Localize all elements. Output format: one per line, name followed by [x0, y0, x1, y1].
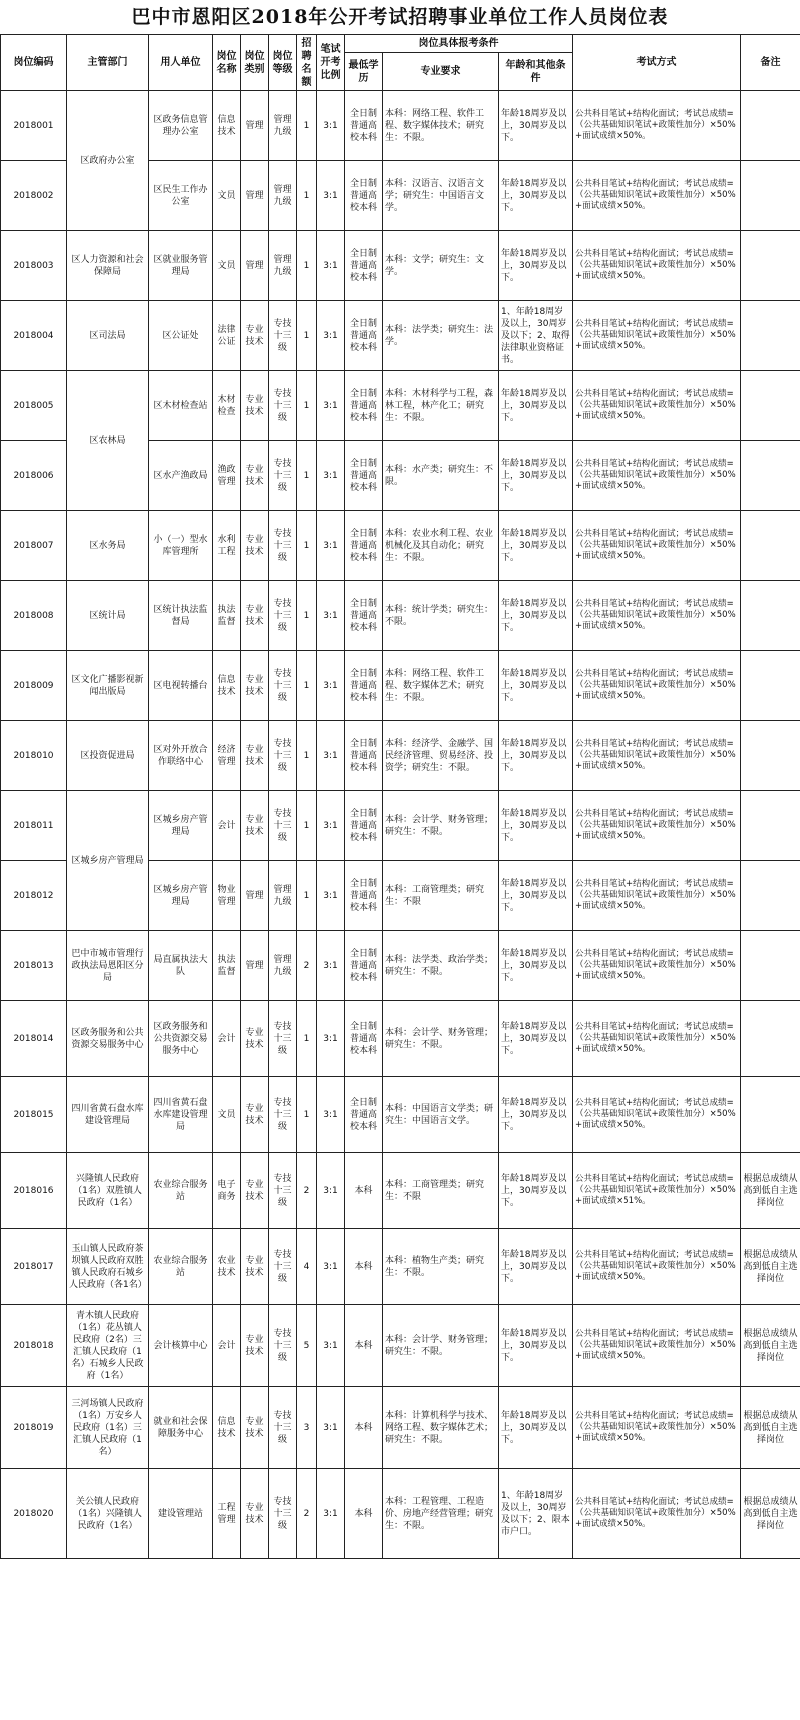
position-category: 专业技术	[241, 1387, 269, 1469]
major-requirement: 本科：木材科学与工程，森林工程，林产化工；研究生：不限。	[383, 371, 499, 441]
exam-method: 公共科目笔试+结构化面试；考试总成绩=（公共基础知识笔试+政策性加分）×50%+面试成绩×50%。	[573, 91, 741, 161]
position-grade: 专技十三级	[269, 1001, 297, 1077]
position-category: 专业技术	[241, 1469, 269, 1559]
exam-ratio: 3:1	[317, 441, 345, 511]
position-code: 2018018	[1, 1305, 67, 1387]
position-name: 执法监督	[213, 581, 241, 651]
position-grade: 专技十三级	[269, 581, 297, 651]
exam-method: 公共科目笔试+结构化面试；考试总成绩=（公共基础知识笔试+政策性加分）×50%+面试成绩×50%。	[573, 791, 741, 861]
position-grade: 管理九级	[269, 91, 297, 161]
employer-unit: 区城乡房产管理局	[149, 791, 213, 861]
position-category: 管理	[241, 161, 269, 231]
major-requirement: 本科：会计学、财务管理；研究生：不限。	[383, 1001, 499, 1077]
exam-ratio: 3:1	[317, 301, 345, 371]
age-condition: 1、年龄18周岁及以上，30周岁及以下；2、限本市户口。	[499, 1469, 573, 1559]
position-name: 物业管理	[213, 861, 241, 931]
remark	[741, 861, 800, 931]
quota: 1	[297, 791, 317, 861]
quota: 2	[297, 1153, 317, 1229]
position-code: 2018002	[1, 161, 67, 231]
remark	[741, 721, 800, 791]
major-requirement: 本科：经济学、金融学、国民经济管理、贸易经济、投资学；研究生：不限。	[383, 721, 499, 791]
quota: 4	[297, 1229, 317, 1305]
age-condition: 年龄18周岁及以上，30周岁及以下。	[499, 1153, 573, 1229]
employer-unit: 会计核算中心	[149, 1305, 213, 1387]
remark	[741, 581, 800, 651]
major-requirement: 本科：植物生产类；研究生：不限。	[383, 1229, 499, 1305]
min-education: 本科	[345, 1469, 383, 1559]
table-row	[1, 1077, 800, 1153]
quota: 5	[297, 1305, 317, 1387]
position-code: 2018016	[1, 1153, 67, 1229]
header-name: 岗位名称	[213, 35, 241, 91]
position-code: 2018015	[1, 1077, 67, 1153]
major-requirement: 本科：工程管理、工程造价、房地产经营管理；研究生：不限。	[383, 1469, 499, 1559]
position-name: 信息技术	[213, 651, 241, 721]
department: 区政府办公室	[67, 91, 149, 231]
exam-ratio: 3:1	[317, 91, 345, 161]
min-education: 全日制普通高校本科	[345, 511, 383, 581]
position-grade: 专技十三级	[269, 441, 297, 511]
min-education: 全日制普通高校本科	[345, 441, 383, 511]
quota: 1	[297, 161, 317, 231]
department: 关公镇人民政府（1名）兴隆镇人民政府（1名）	[67, 1469, 149, 1559]
age-condition: 年龄18周岁及以上，30周岁及以下。	[499, 1387, 573, 1469]
major-requirement: 本科：工商管理类；研究生：不限	[383, 861, 499, 931]
quota: 1	[297, 441, 317, 511]
department: 区投资促进局	[67, 721, 149, 791]
department: 区统计局	[67, 581, 149, 651]
remark	[741, 441, 800, 511]
position-code: 2018010	[1, 721, 67, 791]
exam-method: 公共科目笔试+结构化面试；考试总成绩=（公共基础知识笔试+政策性加分）×50%+面试成绩×50%。	[573, 1077, 741, 1153]
remark	[741, 91, 800, 161]
exam-method: 公共科目笔试+结构化面试；考试总成绩=（公共基础知识笔试+政策性加分）×50%+面试成绩×50%。	[573, 721, 741, 791]
quota: 1	[297, 301, 317, 371]
age-condition: 年龄18周岁及以上，30周岁及以下。	[499, 231, 573, 301]
position-category: 专业技术	[241, 511, 269, 581]
major-requirement: 本科：会计学、财务管理；研究生：不限。	[383, 1305, 499, 1387]
department: 四川省黄石盘水库建设管理局	[67, 1077, 149, 1153]
min-education: 全日制普通高校本科	[345, 651, 383, 721]
exam-method: 公共科目笔试+结构化面试；考试总成绩=（公共基础知识笔试+政策性加分）×50%+面试成绩×50%。	[573, 1469, 741, 1559]
employer-unit: 小（一）型水库管理所	[149, 511, 213, 581]
exam-method: 公共科目笔试+结构化面试；考试总成绩=（公共基础知识笔试+政策性加分）×50%+面试成绩×51%。	[573, 1153, 741, 1229]
min-education: 全日制普通高校本科	[345, 91, 383, 161]
table-row	[1, 721, 800, 791]
department: 区人力资源和社会保障局	[67, 231, 149, 301]
position-grade: 专技十三级	[269, 1469, 297, 1559]
remark	[741, 1001, 800, 1077]
quota: 3	[297, 1387, 317, 1469]
quota: 1	[297, 721, 317, 791]
exam-ratio: 3:1	[317, 161, 345, 231]
quota: 1	[297, 511, 317, 581]
age-condition: 年龄18周岁及以上，30周岁及以下。	[499, 931, 573, 1001]
position-grade: 管理九级	[269, 931, 297, 1001]
employer-unit: 农业综合服务站	[149, 1153, 213, 1229]
remark: 根据总成绩从高到低自主选择岗位	[741, 1153, 800, 1229]
header-dept: 主管部门	[67, 35, 149, 91]
position-grade: 管理九级	[269, 161, 297, 231]
min-education: 本科	[345, 1387, 383, 1469]
table-row	[1, 1305, 800, 1387]
major-requirement: 本科：计算机科学与技术、网络工程、数字媒体艺术；研究生：不限。	[383, 1387, 499, 1469]
quota: 1	[297, 1001, 317, 1077]
employer-unit: 区公证处	[149, 301, 213, 371]
exam-ratio: 3:1	[317, 1077, 345, 1153]
department: 区政务服务和公共资源交易服务中心	[67, 1001, 149, 1077]
remark: 根据总成绩从高到低自主选择岗位	[741, 1229, 800, 1305]
age-condition: 1、年龄18周岁及以上，30周岁及以下；2、取得法律职业资格证书。	[499, 301, 573, 371]
min-education: 本科	[345, 1153, 383, 1229]
exam-method: 公共科目笔试+结构化面试；考试总成绩=（公共基础知识笔试+政策性加分）×50%+面试成绩×50%。	[573, 861, 741, 931]
position-category: 专业技术	[241, 1229, 269, 1305]
employer-unit: 四川省黄石盘水库建设管理局	[149, 1077, 213, 1153]
age-condition: 年龄18周岁及以上，30周岁及以下。	[499, 441, 573, 511]
department: 区水务局	[67, 511, 149, 581]
position-category: 专业技术	[241, 371, 269, 441]
exam-method: 公共科目笔试+结构化面试；考试总成绩=（公共基础知识笔试+政策性加分）×50%+面试成绩×50%。	[573, 931, 741, 1001]
major-requirement: 本科：文学；研究生：文学。	[383, 231, 499, 301]
employer-unit: 区政务信息管理办公室	[149, 91, 213, 161]
position-grade: 管理九级	[269, 231, 297, 301]
major-requirement: 本科：工商管理类；研究生：不限	[383, 1153, 499, 1229]
header-exam: 考试方式	[573, 35, 741, 91]
table-row	[1, 511, 800, 581]
position-category: 专业技术	[241, 791, 269, 861]
department: 三河场镇人民政府（1名）万安乡人民政府（1名）三汇镇人民政府（1名）	[67, 1387, 149, 1469]
major-requirement: 本科：中国语言文学类；研究生：中国语言文学。	[383, 1077, 499, 1153]
remark: 根据总成绩从高到低自主选择岗位	[741, 1305, 800, 1387]
exam-ratio: 3:1	[317, 721, 345, 791]
position-name: 电子商务	[213, 1153, 241, 1229]
department: 区文化广播影视新闻出版局	[67, 651, 149, 721]
position-category: 专业技术	[241, 1305, 269, 1387]
department: 青木镇人民政府（1名）花丛镇人民政府（2名）三汇镇人民政府（1名）石城乡人民政府（1名）	[67, 1305, 149, 1387]
remark	[741, 931, 800, 1001]
position-name: 木材检查	[213, 371, 241, 441]
min-education: 全日制普通高校本科	[345, 721, 383, 791]
quota: 1	[297, 581, 317, 651]
exam-ratio: 3:1	[317, 511, 345, 581]
position-name: 执法监督	[213, 931, 241, 1001]
remark	[741, 511, 800, 581]
age-condition: 年龄18周岁及以上，30周岁及以下。	[499, 91, 573, 161]
major-requirement: 本科：统计学类；研究生：不限。	[383, 581, 499, 651]
min-education: 全日制普通高校本科	[345, 1001, 383, 1077]
quota: 1	[297, 371, 317, 441]
min-education: 本科	[345, 1305, 383, 1387]
age-condition: 年龄18周岁及以上，30周岁及以下。	[499, 581, 573, 651]
exam-method: 公共科目笔试+结构化面试；考试总成绩=（公共基础知识笔试+政策性加分）×50%+面试成绩×50%。	[573, 161, 741, 231]
employer-unit: 就业和社会保障服务中心	[149, 1387, 213, 1469]
min-education: 全日制普通高校本科	[345, 161, 383, 231]
position-category: 专业技术	[241, 301, 269, 371]
age-condition: 年龄18周岁及以上，30周岁及以下。	[499, 511, 573, 581]
header-conditions: 岗位具体报考条件	[345, 35, 573, 53]
position-name: 文员	[213, 1077, 241, 1153]
remark	[741, 161, 800, 231]
position-category: 专业技术	[241, 1077, 269, 1153]
position-code: 2018014	[1, 1001, 67, 1077]
header-unit: 用人单位	[149, 35, 213, 91]
exam-method: 公共科目笔试+结构化面试；考试总成绩=（公共基础知识笔试+政策性加分）×50%+面试成绩×50%。	[573, 441, 741, 511]
page-title: 巴中市恩阳区2018年公开考试招聘事业单位工作人员岗位表	[131, 6, 669, 28]
employer-unit: 区水产渔政局	[149, 441, 213, 511]
quota: 2	[297, 931, 317, 1001]
remark	[741, 651, 800, 721]
min-education: 全日制普通高校本科	[345, 301, 383, 371]
table-row	[1, 1001, 800, 1077]
position-name: 信息技术	[213, 1387, 241, 1469]
remark: 根据总成绩从高到低自主选择岗位	[741, 1469, 800, 1559]
position-grade: 专技十三级	[269, 721, 297, 791]
position-name: 渔政管理	[213, 441, 241, 511]
position-name: 法律公证	[213, 301, 241, 371]
exam-method: 公共科目笔试+结构化面试；考试总成绩=（公共基础知识笔试+政策性加分）×50%+面试成绩×50%。	[573, 231, 741, 301]
major-requirement: 本科：会计学、财务管理；研究生：不限。	[383, 791, 499, 861]
min-education: 全日制普通高校本科	[345, 371, 383, 441]
table-row	[1, 91, 800, 161]
position-grade: 专技十三级	[269, 371, 297, 441]
age-condition: 年龄18周岁及以上，30周岁及以下。	[499, 371, 573, 441]
position-name: 会计	[213, 1305, 241, 1387]
quota: 1	[297, 1077, 317, 1153]
position-grade: 专技十三级	[269, 791, 297, 861]
employer-unit: 区政务服务和公共资源交易服务中心	[149, 1001, 213, 1077]
header-cat: 岗位类别	[241, 35, 269, 91]
position-code: 2018007	[1, 511, 67, 581]
department: 区司法局	[67, 301, 149, 371]
exam-ratio: 3:1	[317, 651, 345, 721]
employer-unit: 区民生工作办公室	[149, 161, 213, 231]
department: 区农林局	[67, 371, 149, 511]
min-education: 全日制普通高校本科	[345, 931, 383, 1001]
min-education: 全日制普通高校本科	[345, 231, 383, 301]
header-code: 岗位编码	[1, 35, 67, 91]
remark	[741, 301, 800, 371]
exam-method: 公共科目笔试+结构化面试；考试总成绩=（公共基础知识笔试+政策性加分）×50%+面试成绩×50%。	[573, 1387, 741, 1469]
table-row	[1, 791, 800, 861]
major-requirement: 本科：网络工程、软件工程、数字媒体艺术；研究生：不限。	[383, 651, 499, 721]
position-grade: 专技十三级	[269, 511, 297, 581]
position-grade: 专技十三级	[269, 1229, 297, 1305]
quota: 1	[297, 651, 317, 721]
table-row	[1, 581, 800, 651]
position-grade: 专技十三级	[269, 651, 297, 721]
table-row	[1, 1469, 800, 1559]
min-education: 全日制普通高校本科	[345, 1077, 383, 1153]
exam-ratio: 3:1	[317, 1387, 345, 1469]
position-name: 农业技术	[213, 1229, 241, 1305]
position-category: 专业技术	[241, 581, 269, 651]
header-edu: 最低学历	[345, 53, 383, 91]
position-category: 管理	[241, 91, 269, 161]
department: 兴隆镇人民政府（1名）双胜镇人民政府（1名）	[67, 1153, 149, 1229]
position-name: 文员	[213, 231, 241, 301]
exam-ratio: 3:1	[317, 231, 345, 301]
department: 玉山镇人民政府茶坝镇人民政府双胜镇人民政府石城乡人民政府（各1名）	[67, 1229, 149, 1305]
exam-method: 公共科目笔试+结构化面试；考试总成绩=（公共基础知识笔试+政策性加分）×50%+面试成绩×50%。	[573, 651, 741, 721]
age-condition: 年龄18周岁及以上，30周岁及以下。	[499, 1305, 573, 1387]
remark	[741, 371, 800, 441]
exam-method: 公共科目笔试+结构化面试；考试总成绩=（公共基础知识笔试+政策性加分）×50%+面试成绩×50%。	[573, 1229, 741, 1305]
exam-ratio: 3:1	[317, 861, 345, 931]
position-name: 会计	[213, 791, 241, 861]
age-condition: 年龄18周岁及以上，30周岁及以下。	[499, 1077, 573, 1153]
position-category: 管理	[241, 861, 269, 931]
table-row	[1, 1387, 800, 1469]
age-condition: 年龄18周岁及以上，30周岁及以下。	[499, 1001, 573, 1077]
quota: 1	[297, 861, 317, 931]
position-code: 2018008	[1, 581, 67, 651]
table-row	[1, 651, 800, 721]
department: 区城乡房产管理局	[67, 791, 149, 931]
employer-unit: 建设管理站	[149, 1469, 213, 1559]
position-category: 专业技术	[241, 721, 269, 791]
position-name: 工程管理	[213, 1469, 241, 1559]
age-condition: 年龄18周岁及以上，30周岁及以下。	[499, 651, 573, 721]
remark	[741, 791, 800, 861]
header-note: 备注	[741, 35, 800, 91]
exam-ratio: 3:1	[317, 1229, 345, 1305]
remark: 根据总成绩从高到低自主选择岗位	[741, 1387, 800, 1469]
major-requirement: 本科：网络工程、软件工程、数字媒体技术；研究生：不限。	[383, 91, 499, 161]
position-name: 经济管理	[213, 721, 241, 791]
position-name: 文员	[213, 161, 241, 231]
exam-method: 公共科目笔试+结构化面试；考试总成绩=（公共基础知识笔试+政策性加分）×50%+面试成绩×50%。	[573, 371, 741, 441]
position-name: 会计	[213, 1001, 241, 1077]
employer-unit: 区电视转播台	[149, 651, 213, 721]
position-category: 专业技术	[241, 1001, 269, 1077]
position-grade: 管理九级	[269, 861, 297, 931]
position-grade: 专技十三级	[269, 1077, 297, 1153]
major-requirement: 本科：法学类、政治学类；研究生：不限。	[383, 931, 499, 1001]
position-category: 管理	[241, 231, 269, 301]
position-code: 2018009	[1, 651, 67, 721]
remark	[741, 1077, 800, 1153]
job-table-body	[1, 91, 800, 1559]
position-grade: 专技十三级	[269, 1305, 297, 1387]
position-code: 2018013	[1, 931, 67, 1001]
exam-ratio: 3:1	[317, 1305, 345, 1387]
table-row	[1, 1153, 800, 1229]
employer-unit: 局直属执法大队	[149, 931, 213, 1001]
position-code: 2018004	[1, 301, 67, 371]
employer-unit: 区木材检查站	[149, 371, 213, 441]
position-code: 2018001	[1, 91, 67, 161]
header-ratio: 笔试开考比例	[317, 35, 345, 91]
table-row	[1, 301, 800, 371]
exam-method: 公共科目笔试+结构化面试；考试总成绩=（公共基础知识笔试+政策性加分）×50%+面试成绩×50%。	[573, 1305, 741, 1387]
min-education: 全日制普通高校本科	[345, 581, 383, 651]
position-name: 信息技术	[213, 91, 241, 161]
exam-ratio: 3:1	[317, 581, 345, 651]
major-requirement: 本科：农业水利工程、农业机械化及其自动化；研究生：不限。	[383, 511, 499, 581]
table-row	[1, 931, 800, 1001]
min-education: 本科	[345, 1229, 383, 1305]
major-requirement: 本科：汉语言、汉语言文学；研究生：中国语言文学。	[383, 161, 499, 231]
age-condition: 年龄18周岁及以上，30周岁及以下。	[499, 161, 573, 231]
exam-ratio: 3:1	[317, 791, 345, 861]
table-row	[1, 231, 800, 301]
position-category: 管理	[241, 931, 269, 1001]
position-code: 2018019	[1, 1387, 67, 1469]
table-row	[1, 1229, 800, 1305]
age-condition: 年龄18周岁及以上，30周岁及以下。	[499, 791, 573, 861]
header-major: 专业要求	[383, 53, 499, 91]
position-grade: 专技十三级	[269, 1153, 297, 1229]
employer-unit: 区统计执法监督局	[149, 581, 213, 651]
header-quota: 招聘名额	[297, 35, 317, 91]
position-code: 2018012	[1, 861, 67, 931]
major-requirement: 本科：法学类；研究生：法学。	[383, 301, 499, 371]
position-code: 2018011	[1, 791, 67, 861]
remark	[741, 231, 800, 301]
employer-unit: 区对外开放合作联络中心	[149, 721, 213, 791]
age-condition: 年龄18周岁及以上，30周岁及以下。	[499, 1229, 573, 1305]
position-grade: 专技十三级	[269, 301, 297, 371]
exam-method: 公共科目笔试+结构化面试；考试总成绩=（公共基础知识笔试+政策性加分）×50%+面试成绩×50%。	[573, 511, 741, 581]
exam-ratio: 3:1	[317, 1153, 345, 1229]
exam-ratio: 3:1	[317, 1469, 345, 1559]
employer-unit: 农业综合服务站	[149, 1229, 213, 1305]
table-row	[1, 371, 800, 441]
position-code: 2018020	[1, 1469, 67, 1559]
position-category: 专业技术	[241, 1153, 269, 1229]
department: 巴中市城市管理行政执法局恩阳区分局	[67, 931, 149, 1001]
header-age: 年龄和其他条件	[499, 53, 573, 91]
position-name: 水利工程	[213, 511, 241, 581]
quota: 2	[297, 1469, 317, 1559]
position-category: 专业技术	[241, 441, 269, 511]
employer-unit: 区城乡房产管理局	[149, 861, 213, 931]
position-category: 专业技术	[241, 651, 269, 721]
quota: 1	[297, 231, 317, 301]
header-grade: 岗位等级	[269, 35, 297, 91]
employer-unit: 区就业服务管理局	[149, 231, 213, 301]
age-condition: 年龄18周岁及以上，30周岁及以下。	[499, 861, 573, 931]
major-requirement: 本科：水产类；研究生：不限。	[383, 441, 499, 511]
position-grade: 专技十三级	[269, 1387, 297, 1469]
exam-method: 公共科目笔试+结构化面试；考试总成绩=（公共基础知识笔试+政策性加分）×50%+面试成绩×50%。	[573, 1001, 741, 1077]
min-education: 全日制普通高校本科	[345, 861, 383, 931]
position-code: 2018005	[1, 371, 67, 441]
exam-ratio: 3:1	[317, 931, 345, 1001]
position-code: 2018006	[1, 441, 67, 511]
min-education: 全日制普通高校本科	[345, 791, 383, 861]
age-condition: 年龄18周岁及以上，30周岁及以下。	[499, 721, 573, 791]
exam-method: 公共科目笔试+结构化面试；考试总成绩=（公共基础知识笔试+政策性加分）×50%+面试成绩×50%。	[573, 301, 741, 371]
exam-method: 公共科目笔试+结构化面试；考试总成绩=（公共基础知识笔试+政策性加分）×50%+面试成绩×50%。	[573, 581, 741, 651]
position-code: 2018017	[1, 1229, 67, 1305]
exam-ratio: 3:1	[317, 1001, 345, 1077]
job-table	[0, 34, 800, 1559]
quota: 1	[297, 91, 317, 161]
exam-ratio: 3:1	[317, 371, 345, 441]
position-code: 2018003	[1, 231, 67, 301]
